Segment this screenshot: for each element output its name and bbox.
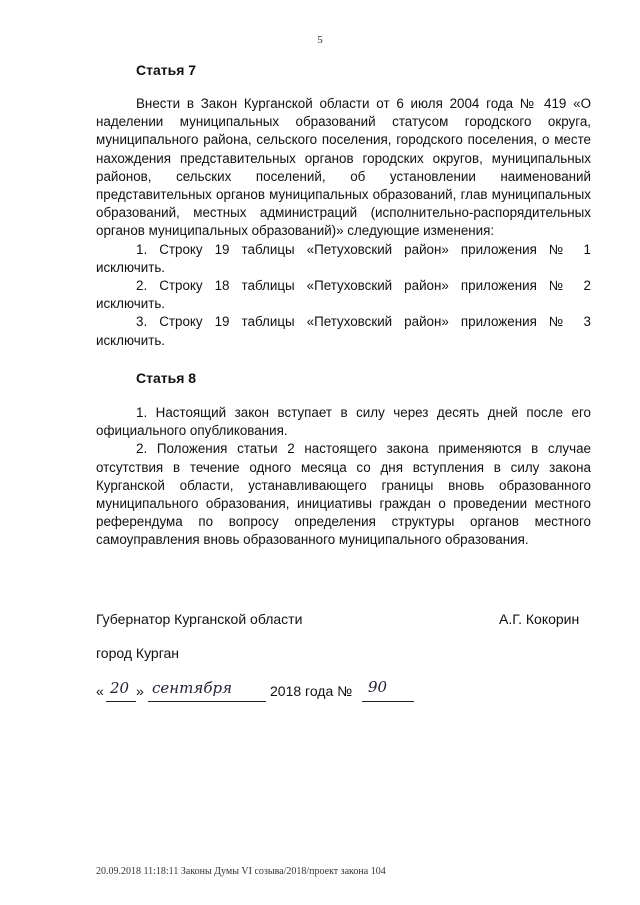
article-7-intro: Внести в Закон Курганской области от 6 июля 2004 года № 419 «О наделении муниципальных образований статусом городского округа, муниципального района, сельского поселения, городского поселения, о месте нахождения представительных органов городских округов, муниципальных районов, сельских поселений, об установлении наименований представительных органов муниципальных образований, глав муниципальных образований, местных администраций (исполнительно-распорядительных органов муниципальных образований)» следующие изменения:: [96, 96, 591, 239]
signatory-name: А.Г. Кокорин: [499, 611, 580, 627]
date-open-quote: «: [96, 683, 104, 699]
date-year-text: 2018 года №: [270, 683, 353, 699]
law-number-handwritten: 90: [368, 678, 388, 696]
document-footer: 20.09.2018 11:18:11 Законы Думы VI созыва/2018/проект закона 104: [96, 866, 386, 877]
page-number: 5: [317, 34, 323, 46]
article-7-item-2: 2. Строку 18 таблицы «Петуховский район» приложения № 2: [136, 278, 591, 294]
article-7-item-2-tail: исключить.: [96, 296, 166, 312]
number-underline: [362, 701, 414, 702]
article-7-item-1-tail: исключить.: [96, 259, 166, 275]
article-7-item-1: 1. Строку 19 таблицы «Петуховский район» приложения № 1: [136, 241, 591, 257]
article-8-paragraph-1: 1. Настоящий закон вступает в силу через десять дней после его официального опубликования.: [96, 405, 591, 439]
place-of-signing: город Курган: [96, 645, 180, 661]
article-8-paragraph-2: 2. Положения статьи 2 настоящего закона применяются в случае отсутствия в течение одного месяца со дня вступления в силу закона Курганской области, устанавливающего границы вновь образованного муниципального образования, инициативы граждан о проведении местного референдума по вопросу определения структуры органов местного самоуправления вновь образованного муниципального образования.: [96, 441, 591, 548]
article-7-item-3: 3. Строку 19 таблицы «Петуховский район» приложения № 3: [136, 314, 591, 330]
date-day-handwritten: 20: [110, 679, 130, 697]
month-underline: [148, 701, 266, 702]
day-underline: [106, 701, 136, 702]
article-8-body: [96, 404, 591, 550]
article-8-heading: Статья 8: [136, 370, 197, 386]
article-7-item-3-tail: исключить.: [96, 332, 166, 348]
signing-date-line: [96, 677, 426, 705]
article-7-body: [96, 95, 591, 350]
article-7-heading: Статья 7: [136, 62, 197, 78]
signatory-title: Губернатор Курганской области: [96, 611, 303, 627]
date-close-quote: »: [136, 683, 144, 699]
date-month-handwritten: сентября: [152, 679, 233, 697]
